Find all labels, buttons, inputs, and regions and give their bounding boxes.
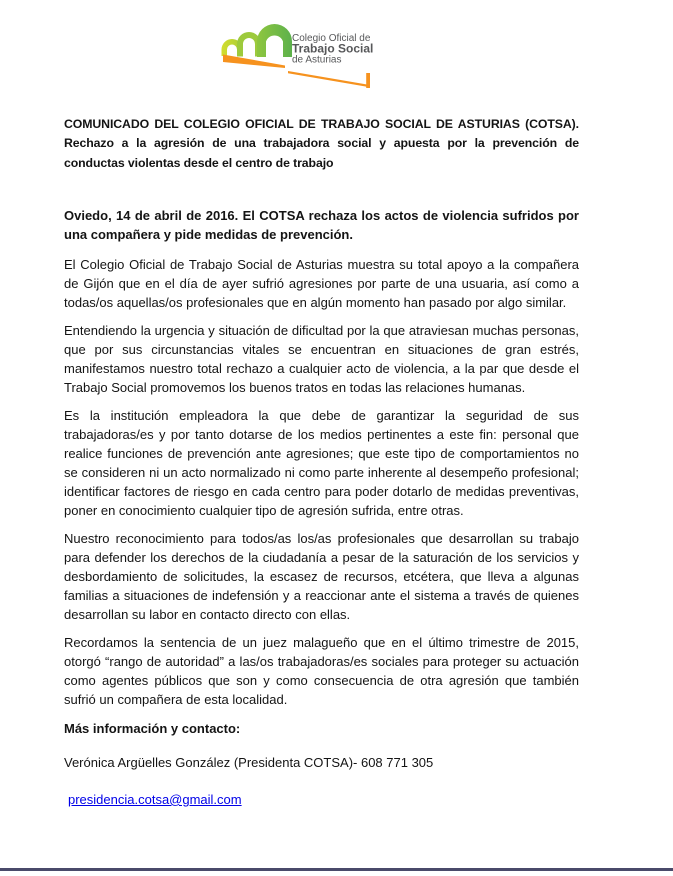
logo-org-name-line2: Trabajo Social [292, 41, 374, 56]
contact-name-phone: Verónica Argüelles González (Presidenta COTSA)- 608 771 305 [64, 754, 434, 770]
organization-logo [220, 22, 579, 92]
page-bottom-border [0, 868, 673, 871]
press-release-heading: COMUNICADO DEL COLEGIO OFICIAL DE TRABAJO SOCIAL DE ASTURIAS (COTSA). Rechazo a la agresión de una trabajadora social y apuesta por la prevención de conductas violentas desde el centro de trabajo [64, 117, 579, 170]
cotsa-logo-icon [220, 22, 390, 90]
logo-org-name-line1: Colegio Oficial de [292, 33, 371, 44]
body-paragraph-context: Entendiendo la urgencia y situación de dificultad por la que atraviesan muchas personas, que por sus circunstancias vitales se encuentran en situaciones de gran estrés, manifestamos nuestro total rechazo a cualquier acto de violencia, a la par que desde el Trabajo Social promovemos los buenos tratos en todas las relaciones humanas. [64, 322, 579, 395]
logo-org-name-line3: de Asturias [292, 54, 342, 66]
contact-section-heading: Más información y contacto: [64, 720, 241, 736]
body-paragraph-support: El Colegio Oficial de Trabajo Social de Asturias muestra su total apoyo a la compañera de Gijón que en el día de ayer sufrió agresiones por parte de una usuaria, así como a todas/os aquellas/os profesionales que en algún momento han pasado por algo similar. [64, 256, 579, 310]
email-link[interactable]: presidencia.cotsa@gmail.com [68, 791, 242, 807]
document-content [64, 20, 579, 809]
email-line [64, 790, 579, 809]
body-paragraph-employer-duty: Es la institución empleadora la que debe de garantizar la seguridad de sus trabajadoras/es y por tanto dotarse de los medios pertinentes a este fin: personal que realice funciones de prevención ante agresiones; que este tipo de comportamientos no se consideren ni un acto normalizado ni como parte inherente al desempeño profesional; identificar factores de riesgo en cada centro para poder dotarlo de medidas preventivas, poner en conocimiento cualquier tipo de agresión sufrida, entre otras. [64, 407, 579, 518]
body-paragraph-sentence: Recordamos la sentencia de un juez malagueño que en el último trimestre de 2015, otorgó “rango de autoridad” a las/os trabajadoras/es sociales para proteger su actuación como agentes públicos que son y como consecuencia de otra agresión que también sufrió un compañera de esta localidad. [64, 634, 579, 707]
body-paragraph-recognition: Nuestro reconocimiento para todos/as los/as profesionales que desarrollan su trabajo para defender los derechos de la ciudadanía a pesar de la saturación de los servicios y desbordamiento de solicitudes, la escasez de recursos, etcétera, que lleva a algunas familias a situaciones de indefensión y a reaccionar ante el sistema a través de quienes desarrollan su labor en contacto directo con ellas. [64, 530, 579, 622]
dateline-paragraph: Oviedo, 14 de abril de 2016. El COTSA rechaza los actos de violencia sufridos por una compañera y pide medidas de prevención. [64, 207, 579, 242]
logo-arches-icon [222, 24, 293, 57]
